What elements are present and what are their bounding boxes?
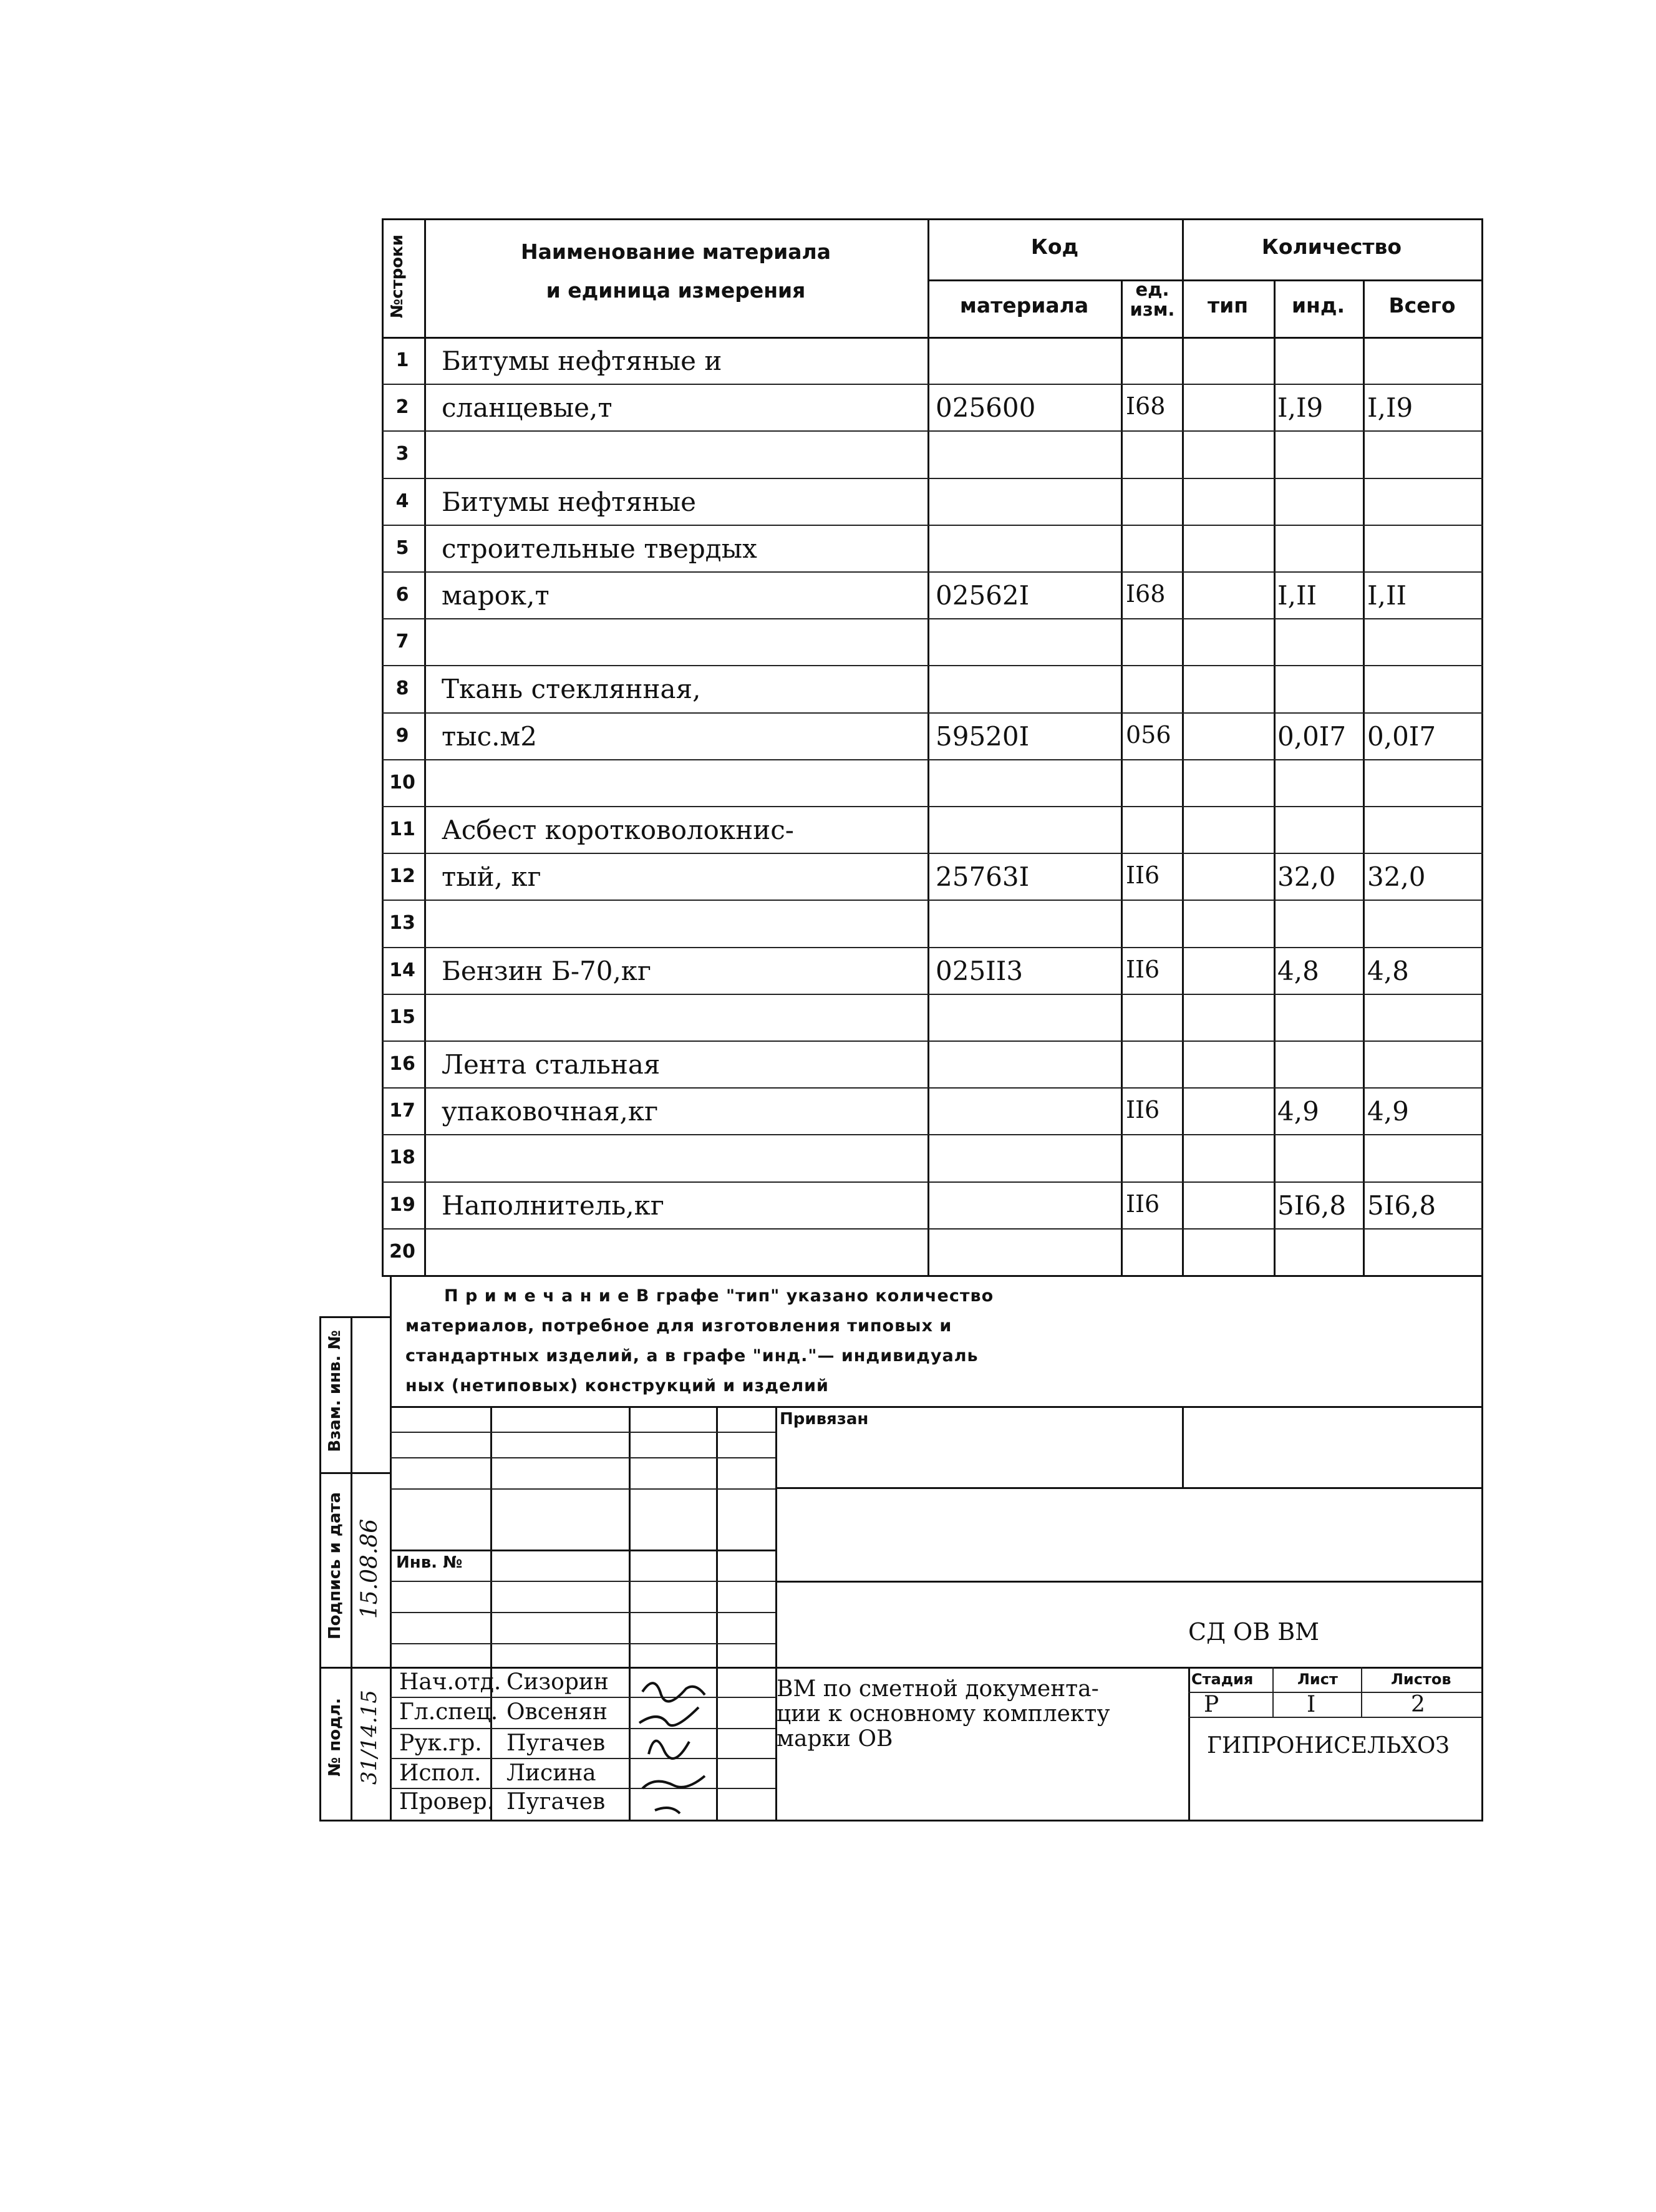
row-cell-ind: 32,0 (1277, 861, 1336, 893)
row-number: 13 (389, 912, 415, 934)
row-cell-code: 025600 (936, 392, 1036, 424)
stamp-row (390, 1488, 775, 1490)
stamp-col (1188, 1667, 1190, 1820)
handwritten-date: 15.08.86 (357, 1518, 382, 1619)
row-cell-total: 4,9 (1367, 1096, 1409, 1127)
row-cell-name: Наполнитель,кг (442, 1190, 664, 1221)
row-number: 11 (389, 818, 415, 840)
row-number: 4 (395, 490, 409, 512)
stamp-left (390, 1275, 392, 1820)
row-cell-code: 25763I (936, 861, 1030, 893)
stamp-right (1481, 1275, 1483, 1820)
privyazan-sep (1182, 1406, 1184, 1487)
row-divider (382, 525, 1483, 526)
row-cell-ind: I,II (1277, 580, 1317, 611)
note-line: стандартных изделий, а в графе "инд."— индивидуаль (405, 1346, 979, 1366)
stamp-row (1188, 1717, 1481, 1718)
stage-label: Стадия (1191, 1671, 1254, 1688)
row-divider (382, 853, 1483, 854)
row-cell-total: 4,8 (1367, 955, 1409, 986)
row-number: 5 (395, 536, 409, 559)
col-sep (1274, 279, 1276, 1275)
note-line: ных (нетиповых) конструкций и изделий (405, 1376, 829, 1395)
signatory-name: Овсенян (506, 1699, 608, 1725)
side-border (319, 1316, 321, 1820)
row-divider (382, 384, 1483, 385)
code-header: Код (1030, 235, 1079, 259)
row-divider (382, 1228, 1483, 1230)
row-number: 1 (395, 349, 409, 371)
sheets-value: 2 (1411, 1692, 1425, 1717)
row-divider (382, 1134, 1483, 1135)
signatory-name: Лисина (506, 1760, 596, 1786)
handwritten-inv-number: 31/14.15 (357, 1689, 382, 1785)
signatures (630, 1667, 717, 1820)
row-cell-ind: 4,9 (1277, 1096, 1319, 1127)
row-number: 8 (395, 677, 409, 700)
document-title-line2: ции к основному комплекту (777, 1701, 1110, 1727)
row-cell-unit: II6 (1126, 1096, 1160, 1124)
stamp-row (390, 1612, 775, 1613)
stamp-bottom (319, 1820, 1483, 1822)
row-cell-name: тыс.м2 (442, 720, 537, 752)
row-number: 2 (395, 396, 409, 419)
row-cell-code: 59520I (936, 720, 1030, 752)
row-cell-unit: I68 (1126, 392, 1166, 420)
row-cell-total: I,I9 (1367, 392, 1413, 424)
row-cell-total: I,II (1367, 580, 1407, 611)
row-cell-total: 5I6,8 (1367, 1190, 1436, 1221)
table-border-top (382, 218, 1483, 220)
sheets-label: Листов (1391, 1671, 1451, 1688)
row-divider (382, 806, 1483, 807)
row-cell-unit: II6 (1126, 1190, 1160, 1218)
row-number: 19 (389, 1193, 415, 1216)
row-cell-name: Ткань стеклянная, (442, 674, 701, 705)
row-divider (382, 759, 1483, 760)
inv-number-label: Инв. № (396, 1553, 463, 1572)
document-title-line1: ВМ по сметной документа- (777, 1676, 1099, 1702)
signatory-role: Испол. (399, 1760, 482, 1786)
stamp-row (390, 1581, 775, 1582)
stamp-row (390, 1728, 775, 1729)
sheet-label: Лист (1297, 1671, 1338, 1688)
row-cell-name: Лента стальная (442, 1049, 661, 1080)
signatory-role: Рук.гр. (399, 1730, 482, 1756)
row-divider (382, 571, 1483, 573)
row-cell-code: 02562I (936, 580, 1030, 611)
col-sep (424, 218, 426, 1275)
row-divider (382, 1181, 1483, 1183)
row-number: 3 (395, 443, 409, 465)
signatory-name: Пугачев (506, 1730, 606, 1756)
name-header-line1: Наименование материала (521, 240, 831, 264)
row-cell-total: 0,0I7 (1367, 720, 1436, 752)
row-divider (382, 618, 1483, 619)
signatory-role: Нач.отд. (399, 1669, 501, 1695)
stamp-row (775, 1581, 1483, 1583)
row-cell-code: 025II3 (936, 955, 1024, 986)
row-cell-name: строительные твердых (442, 533, 757, 564)
sheet-value: I (1307, 1692, 1316, 1717)
row-cell-name: тый, кг (442, 861, 541, 893)
row-number: 16 (389, 1053, 415, 1075)
row-number: 17 (389, 1100, 415, 1122)
stamp-row (390, 1643, 775, 1644)
stamp-row (390, 1550, 775, 1551)
stage-value: Р (1204, 1692, 1219, 1717)
qty-type-header: тип (1207, 293, 1249, 318)
row-cell-name: Битумы нефтяные (442, 486, 696, 517)
qty-total-header: Всего (1388, 293, 1456, 318)
row-number: 18 (389, 1147, 415, 1169)
row-cell-total: 32,0 (1367, 861, 1426, 893)
row-divider (382, 1087, 1483, 1089)
document-code: СД ОВ ВМ (1188, 1618, 1320, 1646)
podpis-data-label: Подпись и дата (326, 1492, 344, 1640)
stamp-row (390, 1457, 775, 1458)
row-cell-ind: 4,8 (1277, 955, 1319, 986)
col-sep (1182, 218, 1184, 1275)
stamp-col (1272, 1667, 1274, 1717)
row-number: 10 (389, 771, 415, 793)
header-split (927, 279, 1483, 281)
code-unit-header: ед. изм. (1130, 279, 1175, 320)
row-cell-unit: 056 (1126, 720, 1171, 749)
row-number: 20 (389, 1240, 415, 1263)
code-material-header: материала (959, 293, 1089, 318)
row-cell-name: сланцевые,т (442, 392, 613, 424)
signatory-role: Провер. (399, 1789, 495, 1815)
row-cell-unit: I68 (1126, 580, 1166, 608)
inv-podl-label: № подл. (326, 1697, 344, 1777)
stamp-top (390, 1406, 1483, 1408)
row-cell-unit: II6 (1126, 955, 1160, 983)
stamp-row (390, 1697, 775, 1698)
document-title-line3: марки ОВ (777, 1726, 893, 1752)
row-cell-name: Бензин Б-70,кг (442, 955, 652, 986)
stamp-row (390, 1667, 775, 1669)
qty-ind-header: инд. (1291, 293, 1345, 318)
row-number: 6 (395, 584, 409, 606)
row-cell-name: Битумы нефтяные и (442, 346, 722, 376)
row-cell-name: марок,т (442, 580, 550, 611)
row-divider (382, 665, 1483, 666)
row-divider (382, 712, 1483, 714)
row-cell-name: Асбест коротковолокнис- (442, 815, 794, 845)
stamp-row (775, 1487, 1483, 1489)
row-cell-ind: I,I9 (1277, 392, 1324, 424)
row-number-header: №строки (388, 234, 407, 319)
row-divider (382, 1041, 1483, 1042)
row-number: 15 (389, 1006, 415, 1028)
col-sep (1121, 279, 1123, 1275)
row-divider (382, 994, 1483, 995)
row-number: 14 (389, 959, 415, 981)
stamp-col (775, 1406, 777, 1820)
row-divider (382, 947, 1483, 948)
stamp-row (390, 1432, 775, 1433)
row-divider (382, 900, 1483, 901)
vzam-inv-label: Взам. инв. № (326, 1330, 344, 1452)
table-bottom (382, 1275, 1483, 1277)
row-number: 7 (395, 631, 409, 653)
header-bottom (382, 337, 1483, 339)
signatory-name: Сизорин (506, 1669, 609, 1695)
table-border-right (1481, 218, 1483, 1275)
quantity-header: Количество (1261, 235, 1402, 259)
stamp-col (1361, 1667, 1362, 1717)
row-divider (382, 478, 1483, 479)
row-number: 9 (395, 724, 409, 747)
signatory-name: Пугачев (506, 1789, 606, 1815)
col-sep (1363, 279, 1365, 1275)
row-cell-ind: 0,0I7 (1277, 720, 1347, 752)
organization-name: ГИПРОНИСЕЛЬХОЗ (1207, 1733, 1450, 1758)
stamp-row (1188, 1692, 1481, 1693)
stamp-row (775, 1667, 1483, 1669)
side-border (351, 1316, 352, 1820)
row-number: 12 (389, 865, 415, 888)
row-cell-unit: II6 (1126, 861, 1160, 890)
row-divider (382, 430, 1483, 432)
note-line: П р и м е ч а н и е В графе "тип" указано количество (444, 1286, 994, 1306)
privyazan-label: Привязан (780, 1410, 869, 1429)
stamp-row (390, 1758, 775, 1759)
name-header-line2: и единица измерения (546, 278, 806, 303)
note-line: материалов, потребное для изготовления типовых и (405, 1316, 952, 1336)
row-cell-name: упаковочная,кг (442, 1096, 659, 1127)
col-sep (927, 218, 929, 1275)
row-cell-ind: 5I6,8 (1277, 1190, 1347, 1221)
table-border-left (382, 218, 384, 1275)
signatory-role: Гл.спец. (399, 1699, 498, 1725)
